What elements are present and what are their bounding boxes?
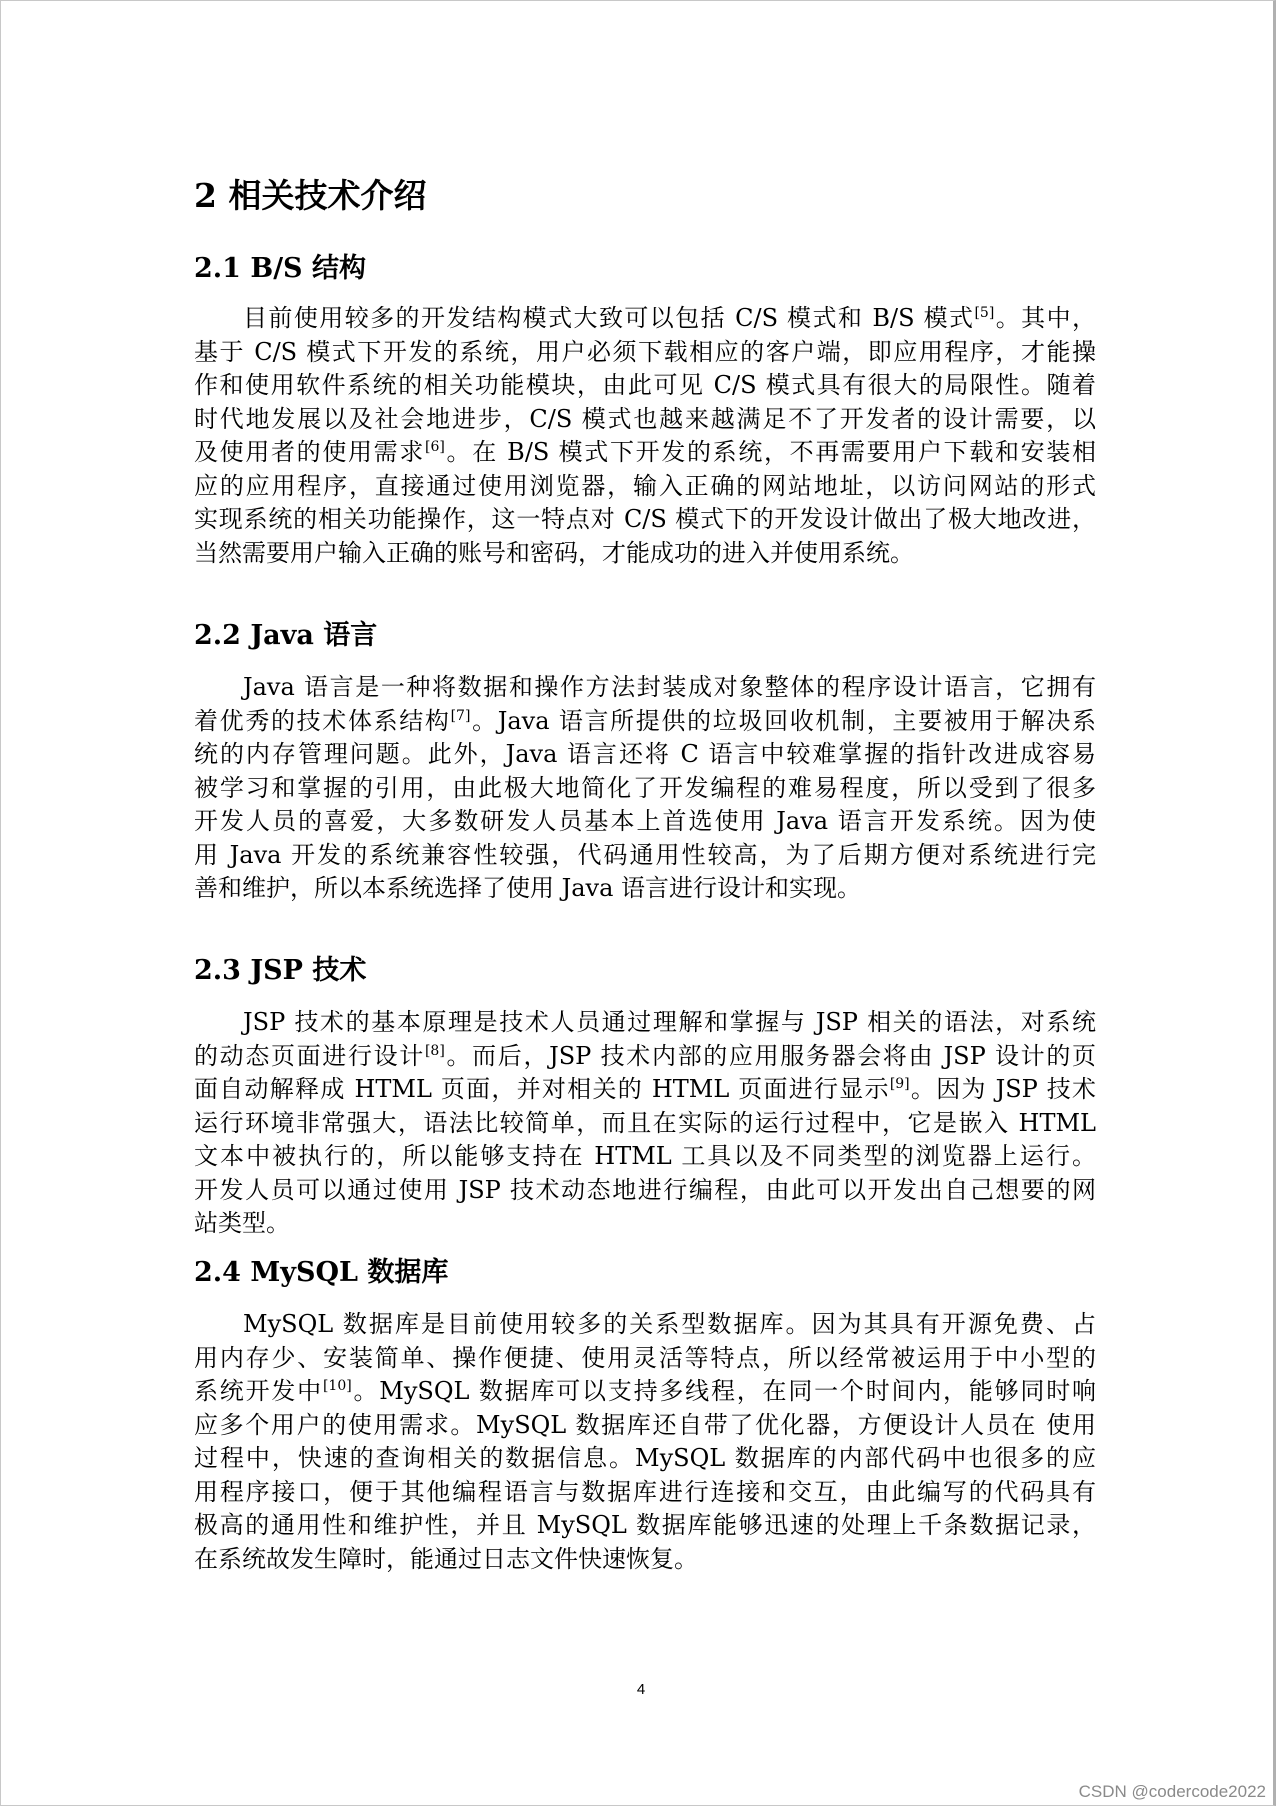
- text-segment: Java 语言是一种将数据和操作方法封装成对象整体的程序设计语言，它拥有: [243, 673, 1096, 701]
- text-line: [194, 1107, 1096, 1141]
- text-segment: 被学习和掌握的引用，由此极大地简化了开发编程的难易程度，所以受到了很多: [194, 773, 1096, 802]
- section-heading-mysql: 2.4 MySQL 数据库: [194, 1257, 449, 1288]
- text-segment: 极高的通用性和维护性，并且 MySQL 数据库能够迅速的处理上千条数据记录，: [194, 1511, 1096, 1539]
- text-line: [194, 671, 1096, 705]
- text-segment: 目前使用较多的开发结构模式大致可以包括 C/S 模式和 B/S 模式: [243, 304, 975, 332]
- text-line: [194, 1140, 1096, 1174]
- section-body-java: [194, 671, 1096, 906]
- text-line: [194, 1174, 1096, 1208]
- text-line: [194, 1207, 1096, 1241]
- text-line: [194, 772, 1096, 806]
- text-line: [194, 872, 1096, 906]
- text-line: [194, 1543, 1096, 1577]
- text-segment: 。因为 JSP 技术: [909, 1075, 1096, 1103]
- section-body-bs: [194, 302, 1096, 570]
- section-heading-bs: 2.1 B/S 结构: [194, 253, 366, 284]
- text-segment: 用程序接口，便于其他编程语言与数据库进行连接和交互，由此编写的代码具有: [194, 1477, 1096, 1506]
- text-segment: 统的内存管理问题。此外，Java 语言还将 C 语言中较难掌握的指针改进成容易: [194, 740, 1096, 768]
- citation-ref: [8]: [424, 1042, 445, 1059]
- text-segment: 用内存少、安装简单、操作便捷、使用灵活等特点，所以经常被运用于中小型的: [194, 1343, 1096, 1372]
- text-line: [194, 503, 1096, 537]
- text-segment: 用 Java 开发的系统兼容性较强，代码通用性较高，为了后期方便对系统进行完: [194, 840, 1096, 869]
- text-line: [194, 805, 1096, 839]
- text-line: [194, 1308, 1096, 1342]
- text-segment: 实现系统的相关功能操作，这一特点对 C/S 模式下的开发设计做出了极大地改进，: [194, 505, 1096, 533]
- text-line: [194, 1509, 1096, 1543]
- text-line: [194, 738, 1096, 772]
- text-line: [194, 403, 1096, 437]
- section-heading-java: 2.2 Java 语言: [194, 620, 378, 651]
- text-segment: 。其中，: [994, 304, 1096, 332]
- citation-ref: [10]: [322, 1378, 352, 1394]
- text-segment: 善和维护，所以本系统选择了使用 Java 语言进行设计和实现。: [194, 874, 862, 902]
- text-segment: 。Java 语言所提供的垃圾回收机制，主要被用于解决系: [470, 706, 1096, 735]
- text-line: [194, 705, 1096, 739]
- text-line: [194, 336, 1096, 370]
- text-segment: 文本中被执行的，所以能够支持在 HTML 工具以及不同类型的浏览器上运行。: [194, 1142, 1096, 1170]
- text-line: [194, 1476, 1096, 1510]
- section-heading-jsp: 2.3 JSP 技术: [194, 955, 367, 986]
- citation-ref: [9]: [889, 1076, 910, 1092]
- text-segment: 当然需要用户输入正确的账号和密码，才能成功的进入并使用系统。: [194, 538, 914, 567]
- watermark: CSDN @codercode2022: [1078, 1782, 1266, 1801]
- page-number: 4: [636, 1681, 646, 1698]
- text-segment: 面自动解释成 HTML 页面，并对相关的 HTML 页面进行显示: [194, 1075, 890, 1103]
- text-line: [194, 537, 1096, 571]
- text-line: [194, 369, 1096, 403]
- text-segment: 时代地发展以及社会地进步，C/S 模式也越来越满足不了开发者的设计需要，以: [194, 404, 1096, 433]
- text-segment: 开发人员的喜爱，大多数研发人员基本上首选使用 Java 语言开发系统。因为使: [194, 807, 1096, 835]
- text-segment: 。而后，JSP 技术内部的应用服务器会将由 JSP 设计的页: [444, 1041, 1097, 1070]
- text-line: [194, 839, 1096, 873]
- citation-ref: [6]: [425, 439, 445, 455]
- text-segment: 应多个用户的使用需求。MySQL 数据库还自带了优化器，方便设计人员在 使用: [194, 1410, 1096, 1439]
- text-segment: 站类型。: [194, 1209, 290, 1237]
- text-segment: 运行环境非常强大，语法比较简单，而且在实际的运行过程中，它是嵌入 HTML: [194, 1108, 1096, 1137]
- text-line: [194, 1342, 1096, 1376]
- text-segment: JSP 技术的基本原理是技术人员通过理解和掌握与 JSP 相关的语法，对系统: [243, 1008, 1096, 1036]
- citation-ref: [5]: [974, 305, 995, 321]
- text-segment: 。MySQL 数据库可以支持多线程，在同一个时间内，能够同时响: [351, 1377, 1097, 1405]
- text-line: [194, 1040, 1096, 1074]
- text-line: [194, 1409, 1096, 1443]
- text-segment: 应的应用程序，直接通过使用浏览器，输入正确的网站地址，以访问网站的形式: [194, 471, 1096, 500]
- text-line: [194, 1006, 1096, 1040]
- chapter-title: 2 相关技术介绍: [194, 176, 427, 215]
- text-segment: 。在 B/S 模式下开发的系统，不再需要用户下载和安装相: [444, 438, 1097, 466]
- text-segment: 过程中，快速的查询相关的数据信息。MySQL 数据库的内部代码中也很多的应: [194, 1444, 1096, 1472]
- text-line: [194, 436, 1096, 470]
- text-line: [194, 1375, 1096, 1409]
- text-line: [194, 470, 1096, 504]
- text-segment: 的动态页面进行设计: [194, 1041, 425, 1070]
- text-line: [194, 1073, 1096, 1107]
- section-body-mysql: [194, 1308, 1096, 1576]
- text-segment: MySQL 数据库是目前使用较多的关系型数据库。因为其具有开源免费、占: [243, 1310, 1096, 1338]
- section-body-jsp: [194, 1006, 1096, 1241]
- text-segment: 开发人员可以通过使用 JSP 技术动态地进行编程，由此可以开发出自己想要的网: [194, 1175, 1096, 1204]
- text-segment: 及使用者的使用需求: [194, 438, 426, 466]
- text-segment: 系统开发中: [194, 1377, 323, 1405]
- text-segment: 作和使用软件系统的相关功能模块，由此可见 C/S 模式具有很大的局限性。随着: [194, 371, 1096, 399]
- text-segment: 基于 C/S 模式下开发的系统，用户必须下载相应的客户端，即应用程序，才能操: [194, 337, 1096, 366]
- text-line: [194, 302, 1096, 336]
- citation-ref: [7]: [450, 707, 471, 724]
- text-segment: 着优秀的技术体系结构: [194, 706, 451, 735]
- text-segment: 在系统故发生障时，能通过日志文件快速恢复。: [194, 1544, 698, 1573]
- text-line: [194, 1442, 1096, 1476]
